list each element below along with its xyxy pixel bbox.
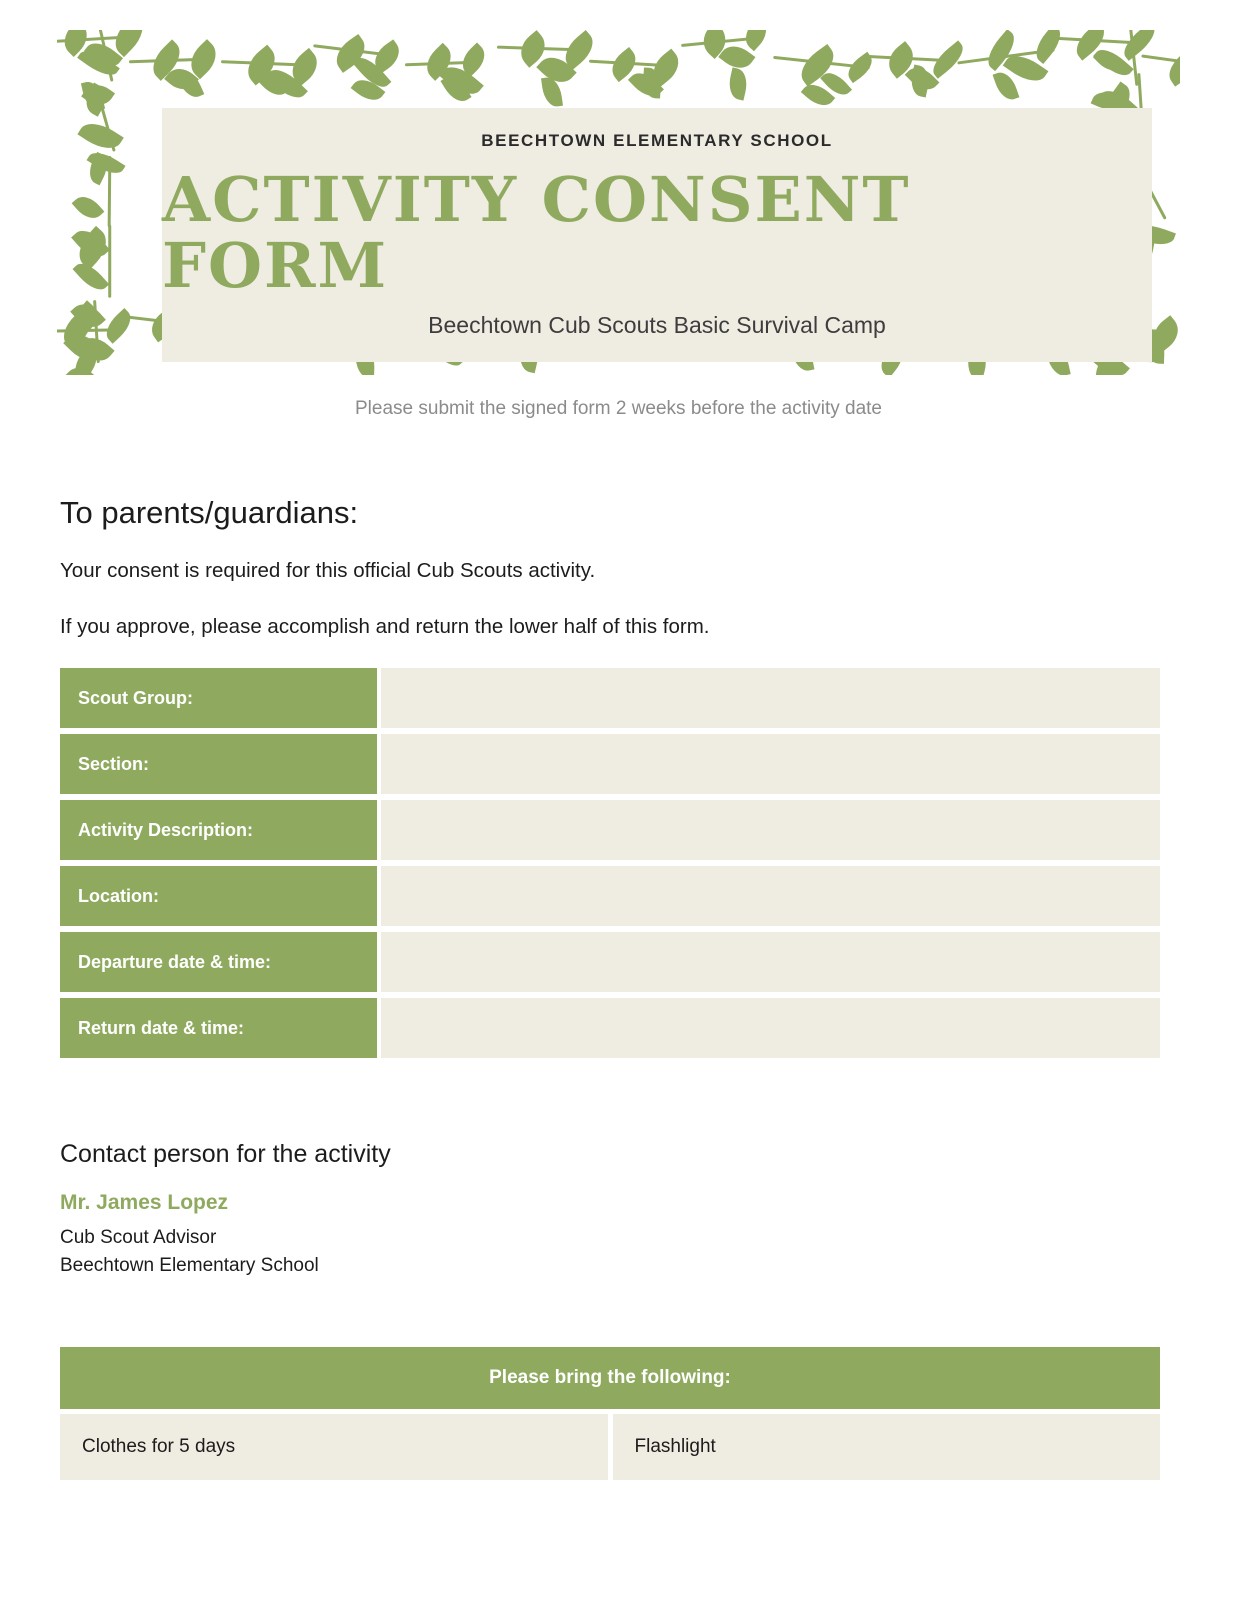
table-row (60, 734, 1160, 794)
field-input[interactable] (381, 866, 1160, 926)
contact-heading: Contact person for the activity (60, 1140, 391, 1169)
to-parents-heading: To parents/guardians: (60, 495, 359, 530)
field-label: Activity Description: (60, 800, 377, 860)
field-input[interactable] (381, 932, 1160, 992)
table-row (60, 998, 1160, 1058)
table-row (60, 668, 1160, 728)
school-name: BEECHTOWN ELEMENTARY SCHOOL (481, 131, 833, 151)
leaf-icon (1029, 30, 1067, 64)
leaf-icon (77, 116, 124, 157)
field-label: Departure date & time: (60, 932, 377, 992)
table-row (60, 932, 1160, 992)
field-label: Section: (60, 734, 377, 794)
intro-paragraph-2: If you approve, please accomplish and return the lower half of this form. (60, 614, 710, 638)
intro-paragraph-1: Your consent is required for this official Cub Scouts activity. (60, 559, 596, 582)
bring-item: Clothes for 5 days (60, 1414, 608, 1480)
form-body (60, 495, 1160, 1480)
field-input[interactable] (381, 734, 1160, 794)
field-input[interactable] (381, 800, 1160, 860)
contact-organization: Beechtown Elementary School (60, 1255, 319, 1277)
leaf-icon (1162, 45, 1180, 87)
field-input[interactable] (381, 668, 1160, 728)
activity-details-table (60, 668, 1160, 1058)
stem-icon (108, 156, 112, 227)
header-decorative-band (57, 30, 1180, 375)
contact-role: Cub Scout Advisor (60, 1227, 217, 1249)
field-label: Return date & time: (60, 998, 377, 1058)
submission-note: Please submit the signed form 2 weeks before the activity date (355, 398, 882, 419)
field-input[interactable] (381, 998, 1160, 1058)
bring-list-rows (60, 1414, 1160, 1480)
stem-icon (109, 225, 112, 298)
form-subtitle: Beechtown Cub Scouts Basic Survival Camp (428, 311, 886, 338)
field-label: Scout Group: (60, 668, 377, 728)
header-title-card (162, 108, 1152, 362)
leaf-icon (100, 309, 136, 344)
table-row (60, 800, 1160, 860)
field-label: Location: (60, 866, 377, 926)
bring-list-heading: Please bring the following: (60, 1347, 1160, 1409)
table-row (60, 866, 1160, 926)
bring-item: Flashlight (613, 1414, 1161, 1480)
leaf-icon (71, 190, 104, 224)
bring-list (60, 1347, 1160, 1480)
page-title: ACTIVITY CONSENT FORM (162, 163, 911, 302)
list-item (60, 1414, 1160, 1480)
contact-name: Mr. James Lopez (60, 1191, 229, 1215)
leaf-icon (726, 67, 750, 100)
